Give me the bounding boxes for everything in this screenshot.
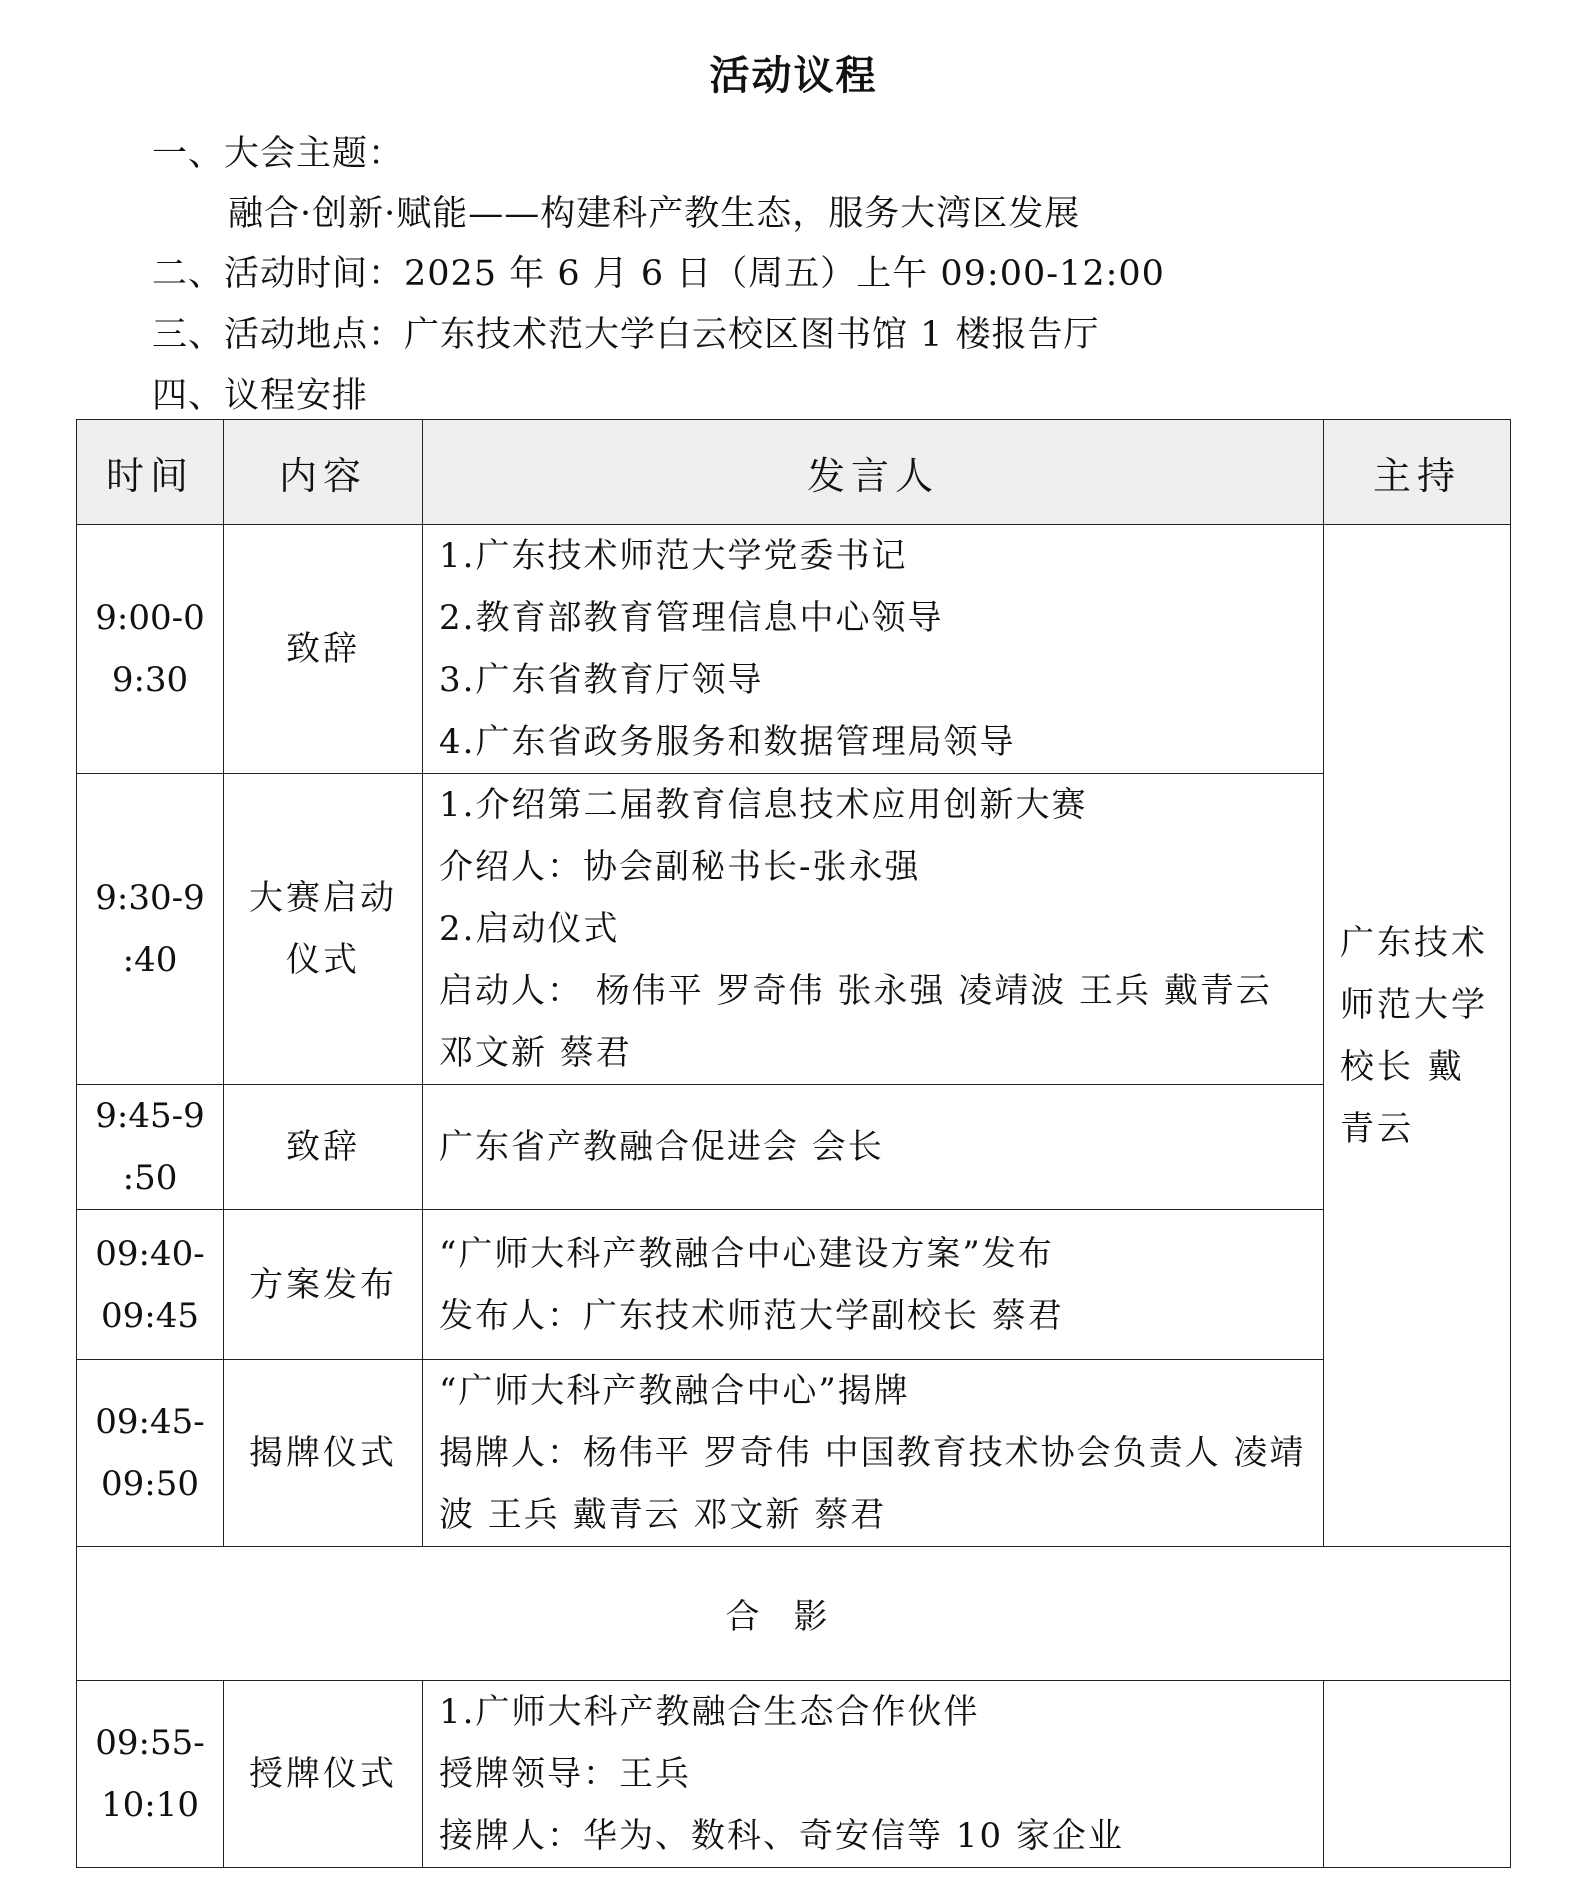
time-line: :50: [122, 1158, 178, 1198]
content-line: 方案发布: [249, 1264, 397, 1305]
header-time: 时间: [77, 420, 224, 525]
speakers-cell: [423, 1085, 1324, 1210]
theme-label: 一、大会主题：: [152, 134, 405, 174]
speaker-line: 揭牌人：杨伟平 罗奇伟 中国教育技术协会负责人 凌靖波 王兵 戴青云 邓文新 蔡君: [439, 1433, 1306, 1535]
host-cell: [1324, 525, 1511, 1547]
content-line: 授牌仪式: [249, 1754, 397, 1794]
content-line: 致辞: [286, 629, 360, 669]
photo-label: 合影: [725, 1597, 862, 1637]
time-line: 10:10: [101, 1785, 199, 1825]
content-cell: [224, 1210, 423, 1360]
content-cell: [224, 1681, 423, 1868]
table-row: [77, 774, 1511, 1085]
time-cell: [77, 1681, 224, 1868]
content-cell: [224, 525, 423, 774]
empty-host-cell: [1324, 1681, 1511, 1868]
host-text: 广东技术师范大学校长 戴青云: [1340, 922, 1488, 1149]
speaker-line: 广东省产教融合促进会 会长: [439, 1127, 884, 1167]
content-line: 仪式: [286, 940, 360, 980]
photo-row: [77, 1547, 1511, 1681]
page-title: 活动议程: [709, 53, 878, 99]
time-line: 9:45-9: [95, 1096, 205, 1136]
content-line: 揭牌仪式: [249, 1433, 397, 1473]
theme-text: 融合·创新·赋能——构建科产教生态，服务大湾区发展: [228, 194, 1081, 234]
content-cell: [224, 1085, 423, 1210]
speaker-line: 1.广东技术师范大学党委书记: [439, 536, 908, 576]
time-cell: [77, 1210, 224, 1360]
time-cell: [77, 774, 224, 1085]
header-content: 内容: [224, 420, 423, 525]
time-line: 09:55-: [95, 1723, 205, 1763]
photo-cell: [77, 1547, 1511, 1681]
speaker-line: “广师大科产教融合中心建设方案”发布: [439, 1233, 1054, 1274]
table-row: [77, 1085, 1511, 1210]
event-place: 三、活动地点：广东技术范大学白云校区图书馆 1 楼报告厅: [152, 315, 1100, 355]
speaker-line: “广师大科产教融合中心”揭牌: [439, 1371, 910, 1411]
speaker-line: 启动人： 杨伟平 罗奇伟 张永强 凌靖波 王兵 戴青云 邓文新 蔡君: [439, 971, 1272, 1073]
time-line: 9:30-9: [95, 878, 205, 918]
event-time: 二、活动时间：2025 年 6 月 6 日（周五）上午 09:00-12:00: [152, 254, 1165, 294]
time-cell: [77, 525, 224, 774]
speakers-cell: [423, 1360, 1324, 1547]
time-line: 09:45-: [95, 1402, 205, 1442]
header-host: 主持: [1324, 420, 1511, 525]
table-row: [77, 1210, 1511, 1360]
speaker-line: 发布人：广东技术师范大学副校长 蔡君: [439, 1295, 1064, 1336]
speaker-line: 授牌领导：王兵: [439, 1754, 691, 1794]
time-line: 09:50: [101, 1464, 199, 1504]
table-row: [77, 1681, 1511, 1868]
time-line: :40: [122, 940, 178, 980]
time-cell: [77, 1085, 224, 1210]
speakers-cell: [423, 774, 1324, 1085]
speaker-line: 4.广东省政务服务和数据管理局领导: [439, 722, 1016, 762]
speaker-line: 2.启动仪式: [439, 909, 620, 949]
agenda-label: 四、议程安排: [152, 376, 369, 416]
speakers-cell: [423, 1681, 1324, 1868]
content-line: 致辞: [286, 1127, 360, 1167]
content-cell: [224, 774, 423, 1085]
table-row: [77, 525, 1511, 774]
time-line: 9:00-0: [95, 598, 205, 638]
content-line: 大赛启动: [249, 878, 397, 918]
speaker-line: 3.广东省教育厅领导: [439, 660, 764, 700]
speaker-line: 介绍人：协会副秘书长-张永强: [439, 847, 921, 887]
content-cell: [224, 1360, 423, 1547]
agenda-table: [76, 419, 1511, 1868]
speaker-line: 2.教育部教育管理信息中心领导: [439, 598, 944, 638]
header-speakers: 发言人: [423, 420, 1324, 525]
speaker-line: 1.介绍第二届教育信息技术应用创新大赛: [439, 785, 1088, 825]
speakers-cell: [423, 525, 1324, 774]
speaker-line: 1.广师大科产教融合生态合作伙伴: [439, 1692, 980, 1732]
table-row: [77, 1360, 1511, 1547]
speaker-line: 接牌人：华为、数科、奇安信等 10 家企业: [439, 1816, 1124, 1856]
speakers-cell: [423, 1210, 1324, 1360]
time-cell: [77, 1360, 224, 1547]
time-line: 9:30: [111, 660, 189, 700]
time-line: 09:45: [101, 1295, 199, 1336]
table-header-row: [77, 420, 1511, 525]
time-line: 09:40-: [95, 1233, 205, 1274]
